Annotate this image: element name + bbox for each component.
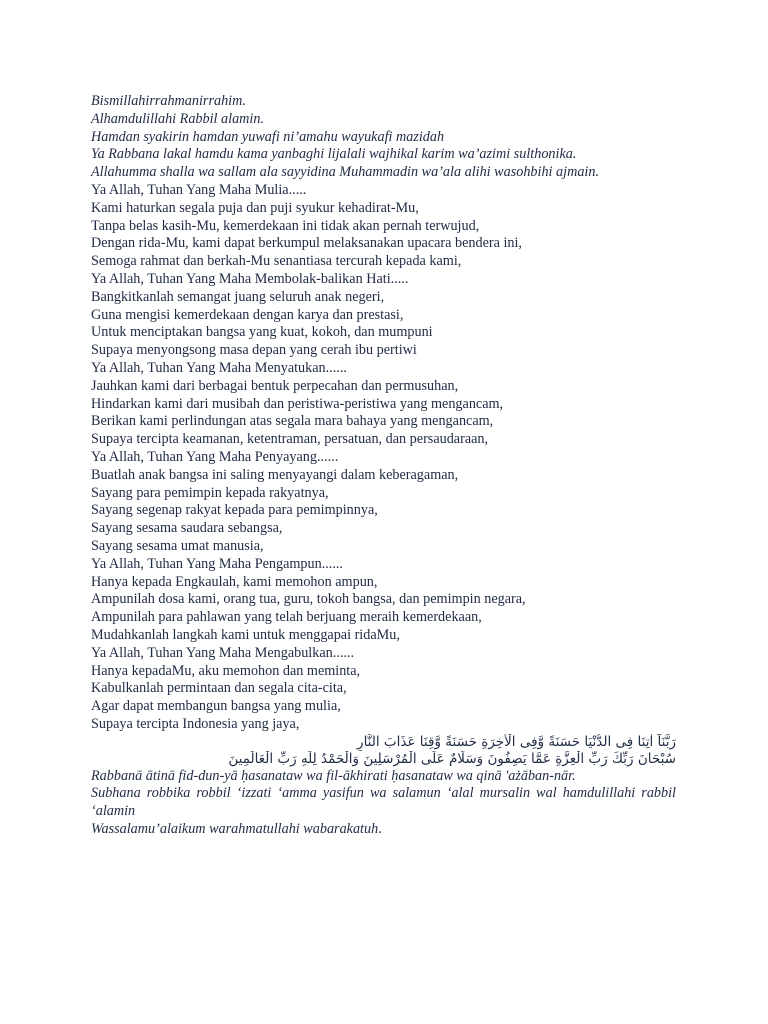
prayer-line: Bangkitkanlah semangat juang seluruh anak negeri, — [91, 288, 385, 305]
prayer-line: Guna mengisi kemerdekaan dengan karya dan prestasi, — [91, 306, 404, 323]
subhana-paragraph: Subhana robbika robbil ‘izzati ‘amma yasifun wa salamun ‘alal mursalin wal hamdulillahi rabbil ‘alamin — [91, 785, 676, 820]
prayer-line: Jauhkan kami dari berbagai bentuk perpecahan dan permusuhan, — [91, 377, 459, 394]
prayer-line: Sayang segenap rakyat kepada para pemimpinnya, — [91, 502, 378, 519]
prayer-line: Supaya tercipta Indonesia yang jaya, — [91, 715, 300, 732]
opening-line: Bismillahirrahmanirrahim. — [91, 93, 246, 109]
prayer-line: Mudahkanlah langkah kami untuk menggapai ridaMu, — [91, 626, 400, 643]
prayer-line: Untuk menciptakan bangsa yang kuat, kokoh, dan mumpuni — [91, 324, 433, 341]
prayer-line: Ya Allah, Tuhan Yang Maha Mulia..... — [91, 181, 307, 198]
prayer-line: Supaya tercipta keamanan, ketentraman, persatuan, dan persaudaraan, — [91, 431, 489, 448]
arabic-verses — [91, 734, 676, 768]
transliteration-line: Rabbanā ātinā fid-dun-yā ḥasanataw wa fil-ākhirati ḥasanataw wa qinā 'ażāban-nār. — [91, 767, 576, 784]
prayer-line: Sayang sesama saudara sebangsa, — [91, 520, 283, 537]
opening-line: Allahumma shalla wa sallam ala sayyidina Muhammadin wa’ala alihi wasohbihi ajmain. — [91, 164, 599, 181]
prayer-line: Berikan kami perlindungan atas segala mara bahaya yang mengancam, — [91, 413, 494, 430]
opening-line: Hamdan syakirin hamdan yuwafi ni’amahu wayukafi mazidah — [91, 128, 445, 145]
prayer-line: Supaya menyongsong masa depan yang cerah ibu pertiwi — [91, 342, 417, 359]
salam-text: Wassalamu’alaikum warahmatullahi wabarakatuh — [91, 821, 379, 838]
salam-line: Wassalamu’alaikum warahmatullahi wabarakatuh. — [91, 821, 382, 838]
opening-line: Alhamdulillahi Rabbil alamin. — [91, 110, 265, 127]
prayer-line: Ya Allah, Tuhan Yang Maha Pengampun...... — [91, 555, 343, 572]
prayer-line: Sayang para pemimpin kepada rakyatnya, — [91, 484, 329, 501]
prayer-line: Buatlah anak bangsa ini saling menyayangi dalam keberagaman, — [91, 466, 459, 483]
prayer-line: Hanya kepada Engkaulah, kami memohon ampun, — [91, 573, 378, 590]
prayer-line: Ampunilah para pahlawan yang telah berjuang meraih kemerdekaan, — [91, 609, 482, 626]
prayer-line: Semoga rahmat dan berkah-Mu senantiasa tercurah kepada kami, — [91, 253, 462, 270]
prayer-body — [91, 182, 676, 734]
prayer-line: Ya Allah, Tuhan Yang Maha Mengabulkan...... — [91, 644, 355, 661]
arabic-line: سُبْحَانَ رَبِّكَ رَبِّ الْعِزَّةِ عَمَّا يَصِفُونَ وَسَلَامٌ عَلَى الْمُرْسَلِينَ وَالْحَمْدُ لِلَّهِ رَبِّ الْعَالَمِينَ — [228, 750, 676, 767]
prayer-line: Tanpa belas kasih-Mu, kemerdekaan ini tidak akan pernah terwujud, — [91, 217, 480, 234]
prayer-line: Agar dapat membangun bangsa yang mulia, — [91, 698, 341, 715]
prayer-line: Sayang sesama umat manusia, — [91, 537, 264, 554]
opening-prayer — [91, 93, 676, 182]
prayer-line: Ya Allah, Tuhan Yang Maha Membolak-balikan Hati..... — [91, 270, 409, 287]
prayer-line: Dengan rida-Mu, kami dapat berkumpul melaksanakan upacara bendera ini, — [91, 235, 522, 252]
arabic-line: رَبَّنَآ اٰتِنَا فِى الدُّنْيَا حَسَنَةً وَّفِى الْاٰخِرَةِ حَسَنَةً وَّقِنَا عَذَابَ النَّارِ — [357, 733, 676, 750]
prayer-line: Hindarkan kami dari musibah dan peristiwa-peristiwa yang mengancam, — [91, 395, 504, 412]
opening-line: Ya Rabbana lakal hamdu kama yanbaghi lijalali wajhikal karim wa’azimi sulthonika. — [91, 146, 577, 163]
closing-section — [91, 768, 676, 839]
prayer-line: Kami haturkan segala puja dan puji syukur kehadirat-Mu, — [91, 199, 419, 216]
document-page — [91, 93, 676, 839]
prayer-line: Ampunilah dosa kami, orang tua, guru, tokoh bangsa, dan pemimpin negara, — [91, 591, 526, 608]
prayer-line: Hanya kepadaMu, aku memohon dan meminta, — [91, 662, 361, 679]
prayer-line: Ya Allah, Tuhan Yang Maha Menyatukan...... — [91, 359, 347, 376]
prayer-line: Kabulkanlah permintaan dan segala cita-cita, — [91, 680, 347, 697]
prayer-line: Ya Allah, Tuhan Yang Maha Penyayang...... — [91, 448, 339, 465]
